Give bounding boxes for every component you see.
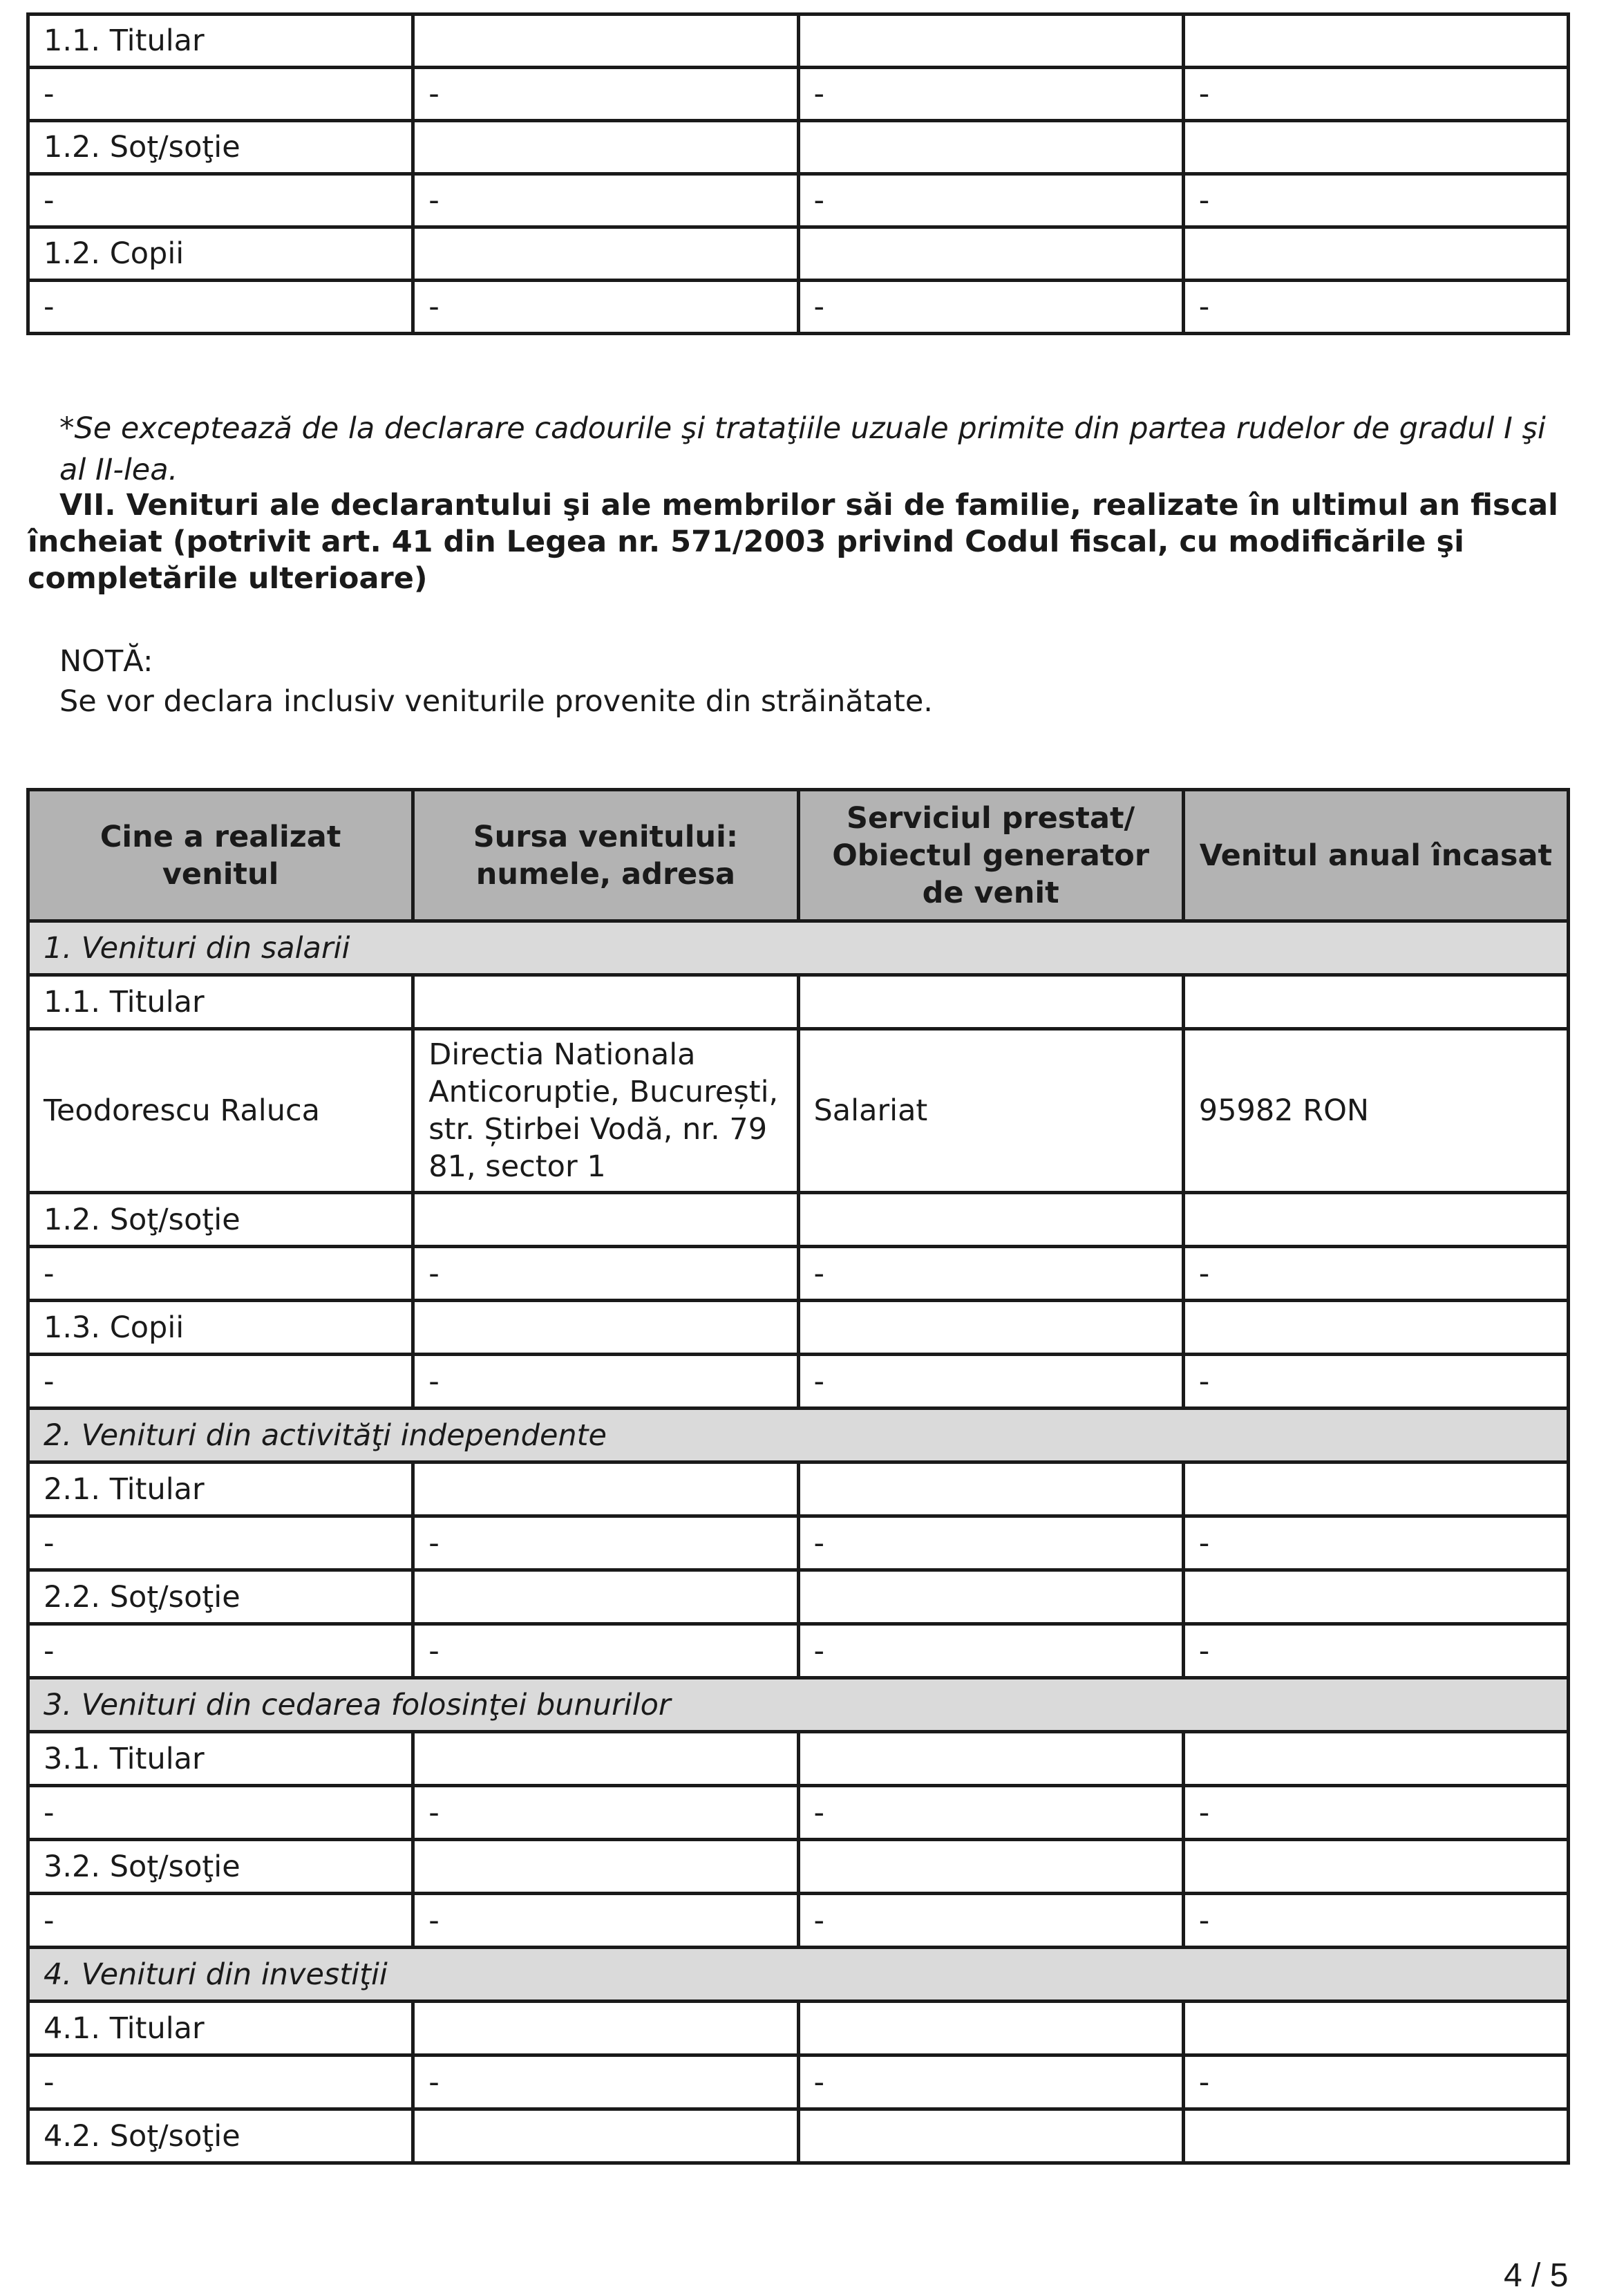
table-cell: Salariat xyxy=(798,1029,1183,1193)
table-cell: - xyxy=(798,1786,1183,1840)
table-cell: 2.2. Soţ/soţie xyxy=(28,1570,413,1624)
table-cell: - xyxy=(413,68,798,121)
table-cell: - xyxy=(28,1894,413,1948)
table-row xyxy=(28,1786,1569,1840)
table-cell xyxy=(1183,2109,1568,2163)
table-cell xyxy=(798,15,1183,68)
table-cell: - xyxy=(798,1624,1183,1678)
table-row xyxy=(28,68,1569,121)
table-cell xyxy=(1183,1840,1568,1894)
table-row xyxy=(28,975,1569,1029)
table-row xyxy=(28,2109,1569,2163)
table-cell xyxy=(413,2109,798,2163)
table-row xyxy=(28,174,1569,227)
table-cell xyxy=(1183,1570,1568,1624)
table-row xyxy=(28,1894,1569,1948)
table-cell: 95982 RON xyxy=(1183,1029,1568,1193)
table-cell: 1.1. Titular xyxy=(28,15,413,68)
table-row xyxy=(28,1301,1569,1355)
table-cell: - xyxy=(1183,2055,1568,2109)
table-cell: - xyxy=(1183,68,1568,121)
section-title: 2. Venituri din activităţi independente xyxy=(28,1409,1569,1462)
header-serviciul-prestat: Serviciul prestat/ Obiectul generator de venit xyxy=(798,790,1183,921)
table-cell: - xyxy=(28,1355,413,1409)
page-number: 4 / 5 xyxy=(1504,2257,1569,2294)
table-cell xyxy=(413,975,798,1029)
table-cell: - xyxy=(413,1786,798,1840)
table-cell: - xyxy=(798,68,1183,121)
header-venitul-anual: Venitul anual încasat xyxy=(1183,790,1568,921)
nota-text: Se vor declara inclusiv veniturile provenite din străinătate. xyxy=(59,684,933,719)
table-cell xyxy=(798,1840,1183,1894)
table-row xyxy=(28,1247,1569,1301)
table-row xyxy=(28,1624,1569,1678)
table-cell: - xyxy=(28,1247,413,1301)
table-cell: 4.1. Titular xyxy=(28,2002,413,2055)
table-cell xyxy=(798,2002,1183,2055)
table-cell xyxy=(413,227,798,281)
table-cell xyxy=(1183,15,1568,68)
income-table-header-row xyxy=(28,790,1569,921)
table-cell: 4.2. Soţ/soţie xyxy=(28,2109,413,2163)
table-cell: Teodorescu Raluca xyxy=(28,1029,413,1193)
table-cell: 1.3. Copii xyxy=(28,1301,413,1355)
table-cell xyxy=(413,1301,798,1355)
table-cell: 1.2. Soţ/soţie xyxy=(28,121,413,174)
table-cell xyxy=(1183,1193,1568,1247)
table-cell: - xyxy=(1183,1786,1568,1840)
table-cell xyxy=(798,1193,1183,1247)
table-cell xyxy=(798,1732,1183,1786)
table-cell: - xyxy=(413,1355,798,1409)
table-cell xyxy=(798,227,1183,281)
section-row xyxy=(28,1948,1569,2002)
table-cell: - xyxy=(798,1894,1183,1948)
section-row xyxy=(28,1678,1569,1732)
table-cell: - xyxy=(28,281,413,334)
table-cell: - xyxy=(798,1355,1183,1409)
section-title: 4. Venituri din investiţii xyxy=(28,1948,1569,2002)
table-cell: - xyxy=(413,174,798,227)
table-cell: - xyxy=(413,281,798,334)
table-row xyxy=(28,1355,1569,1409)
table-cell: Directia Nationala Anticoruptie, București, str. Știrbei Vodă, nr. 79 81, sector 1 xyxy=(413,1029,798,1193)
table-cell xyxy=(1183,1732,1568,1786)
table-cell xyxy=(1183,1301,1568,1355)
table-cell: - xyxy=(1183,1247,1568,1301)
table-cell: - xyxy=(798,2055,1183,2109)
table-cell xyxy=(413,2002,798,2055)
section-row xyxy=(28,1409,1569,1462)
table-cell xyxy=(1183,121,1568,174)
table-cell: 1.2. Soţ/soţie xyxy=(28,1193,413,1247)
table-row xyxy=(28,15,1569,68)
previous-section-table xyxy=(26,12,1570,335)
table-cell: - xyxy=(1183,281,1568,334)
table-cell xyxy=(798,1462,1183,1516)
table-cell: 2.1. Titular xyxy=(28,1462,413,1516)
table-cell xyxy=(413,121,798,174)
table-cell: - xyxy=(1183,1894,1568,1948)
table-cell xyxy=(413,1462,798,1516)
table-cell: - xyxy=(28,2055,413,2109)
table-cell: - xyxy=(798,1516,1183,1570)
table-cell: - xyxy=(798,1247,1183,1301)
table-row xyxy=(28,1570,1569,1624)
nota-label: NOTĂ: xyxy=(59,644,153,679)
table-row xyxy=(28,1840,1569,1894)
table-cell: 3.2. Soţ/soţie xyxy=(28,1840,413,1894)
table-cell: - xyxy=(798,174,1183,227)
header-cine-a-realizat: Cine a realizat venitul xyxy=(28,790,413,921)
table-cell: - xyxy=(413,1516,798,1570)
table-cell: - xyxy=(1183,1355,1568,1409)
table-cell xyxy=(413,1193,798,1247)
table-row xyxy=(28,2002,1569,2055)
table-row xyxy=(28,1732,1569,1786)
table-cell xyxy=(798,1570,1183,1624)
table-cell: - xyxy=(413,1894,798,1948)
table-row xyxy=(28,281,1569,334)
table-cell: 1.2. Copii xyxy=(28,227,413,281)
table-cell xyxy=(1183,1462,1568,1516)
table-row xyxy=(28,1193,1569,1247)
table-cell: - xyxy=(413,2055,798,2109)
table-cell xyxy=(413,1732,798,1786)
section-row xyxy=(28,921,1569,975)
table-cell: - xyxy=(28,1516,413,1570)
table-cell: - xyxy=(1183,1516,1568,1570)
table-cell: - xyxy=(28,174,413,227)
table-cell xyxy=(798,975,1183,1029)
table-cell xyxy=(798,2109,1183,2163)
section-title: 1. Venituri din salarii xyxy=(28,921,1569,975)
table-row xyxy=(28,227,1569,281)
table-cell: 3.1. Titular xyxy=(28,1732,413,1786)
header-sursa-venitului: Sursa venitului: numele, adresa xyxy=(413,790,798,921)
table-cell xyxy=(798,121,1183,174)
table-row xyxy=(28,1029,1569,1193)
table-cell xyxy=(1183,2002,1568,2055)
table-cell xyxy=(413,1840,798,1894)
table-row xyxy=(28,1462,1569,1516)
table-cell: - xyxy=(413,1624,798,1678)
table-cell xyxy=(413,15,798,68)
section-vii-heading: VII. Venituri ale declarantului şi ale membrilor săi de familie, realizate în ultimul an fiscal încheiat (potrivit art. 41 din Legea nr. 571/2003 privind Codul fiscal, cu modificările şi completările ulterioare) xyxy=(28,488,1558,596)
table-cell: - xyxy=(28,68,413,121)
table-cell xyxy=(413,1570,798,1624)
table-row xyxy=(28,1516,1569,1570)
section-title: 3. Venituri din cedarea folosinţei bunurilor xyxy=(28,1678,1569,1732)
table-row xyxy=(28,121,1569,174)
table-cell xyxy=(798,1301,1183,1355)
table-row xyxy=(28,2055,1569,2109)
table-cell xyxy=(1183,975,1568,1029)
table-cell: - xyxy=(28,1786,413,1840)
table-cell xyxy=(1183,227,1568,281)
table-cell: - xyxy=(28,1624,413,1678)
table-cell: - xyxy=(1183,1624,1568,1678)
table-cell: - xyxy=(1183,174,1568,227)
table-cell: - xyxy=(413,1247,798,1301)
income-table xyxy=(26,788,1570,2165)
table-cell: 1.1. Titular xyxy=(28,975,413,1029)
gift-exception-note: *Se exceptează de la declarare cadourile şi trataţiile uzuale primite din partea rudelor de gradul I şi al II-lea. xyxy=(59,411,1546,487)
table-cell: - xyxy=(798,281,1183,334)
